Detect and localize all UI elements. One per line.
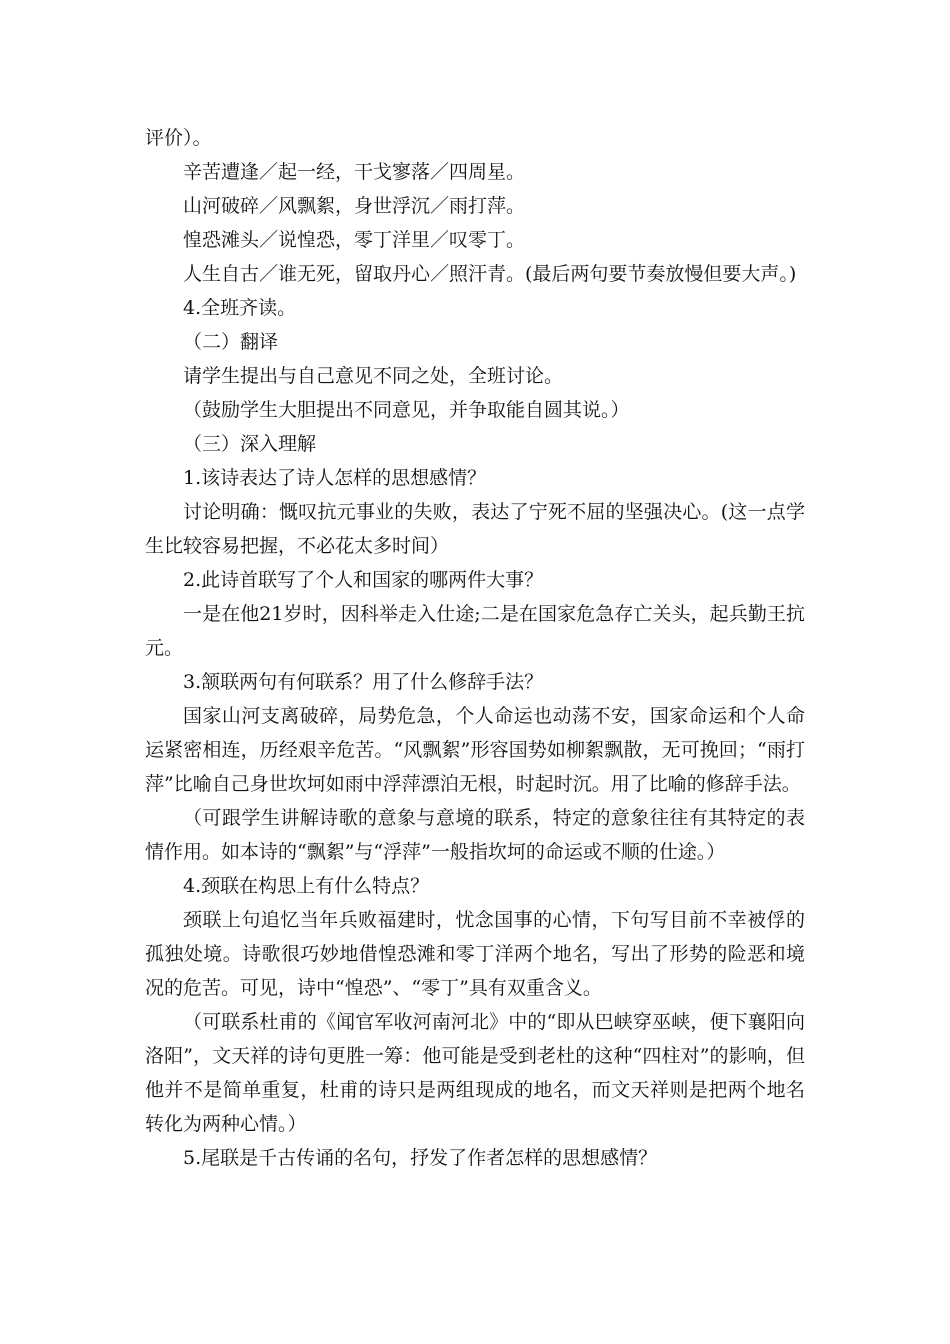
question-2: 2.此诗首联写了个人和国家的哪两件大事？ (183, 569, 544, 591)
poem-line-4: 人生自古／谁无死，留取丹心／照汗青。(最后两句要节奏放慢但要大声。) (183, 263, 797, 285)
step-read-aloud: 4.全班齐读。 (183, 297, 297, 319)
question-4: 4.颈联在构思上有什么特点？ (183, 875, 430, 897)
section-heading-understanding: （三）深入理解 (183, 433, 317, 455)
poem-line-2: 山河破碎／风飘絮，身世浮沉／雨打萍。 (183, 195, 526, 217)
paragraph-note: （可跟学生讲解诗歌的意象与意境的联系，特定的意象往往有其特定的表情作用。如本诗的“飘絮”与“浮萍”一般指坎坷的命运或不顺的仕途。） (145, 807, 805, 863)
answer-3: 国家山河支离破碎，局势危急，个人命运也动荡不安，国家命运和个人命运紧密相连，历经艰辛危苦。“风飘絮”形容国势如柳絮飘散，无可挽回；“雨打萍”比喻自己身世坎坷如雨中浮萍漂泊无根，时起时沉。用了比喻的修辞手法。 (145, 705, 805, 795)
question-3: 3.颔联两句有何联系？用了什么修辞手法？ (183, 671, 544, 693)
poem-line-3: 惶恐滩头／说惶恐，零丁洋里／叹零丁。 (183, 229, 526, 251)
answer-2: 一是在他21岁时，因科举走入仕途;二是在国家危急存亡关头，起兵勤王抗元。 (145, 603, 805, 659)
paragraph: 请学生提出与自己意见不同之处，全班讨论。 (183, 365, 564, 387)
answer-1: 讨论明确：慨叹抗元事业的失败，表达了宁死不屈的坚强决心。(这一点学生比较容易把握，不必花太多时间） (145, 501, 805, 557)
section-heading-translation: （二）翻译 (183, 331, 279, 353)
paragraph-note: （可联系杜甫的《闻官军收河南河北》中的“即从巴峡穿巫峡，便下襄阳向洛阳”，文天祥的诗句更胜一筹：他可能是受到老杜的这种“四柱对”的影响，但他并不是简单重复，杜甫的诗只是两组现成的地名，而文天祥则是把两个地名转化为两种心情。） (145, 1011, 805, 1135)
poem-line-1: 辛苦遭逢／起一经，干戈寥落／四周星。 (183, 161, 526, 183)
question-5: 5.尾联是千古传诵的名句，抒发了作者怎样的思想感情？ (183, 1147, 658, 1169)
question-1: 1.该诗表达了诗人怎样的思想感情？ (183, 467, 487, 489)
paragraph-note: （鼓励学生大胆提出不同意见，并争取能自圆其说。） (183, 399, 630, 421)
document-body (145, 121, 805, 1175)
answer-4: 颈联上句追忆当年兵败福建时，忧念国事的心情，下句写目前不幸被俘的孤独处境。诗歌很巧妙地借惶恐滩和零丁洋两个地名，写出了形势的险恶和境况的危苦。可见，诗中“惶恐”、“零丁”具有双重含义。 (145, 909, 805, 999)
paragraph-continuation: 评价）。 (145, 127, 212, 149)
